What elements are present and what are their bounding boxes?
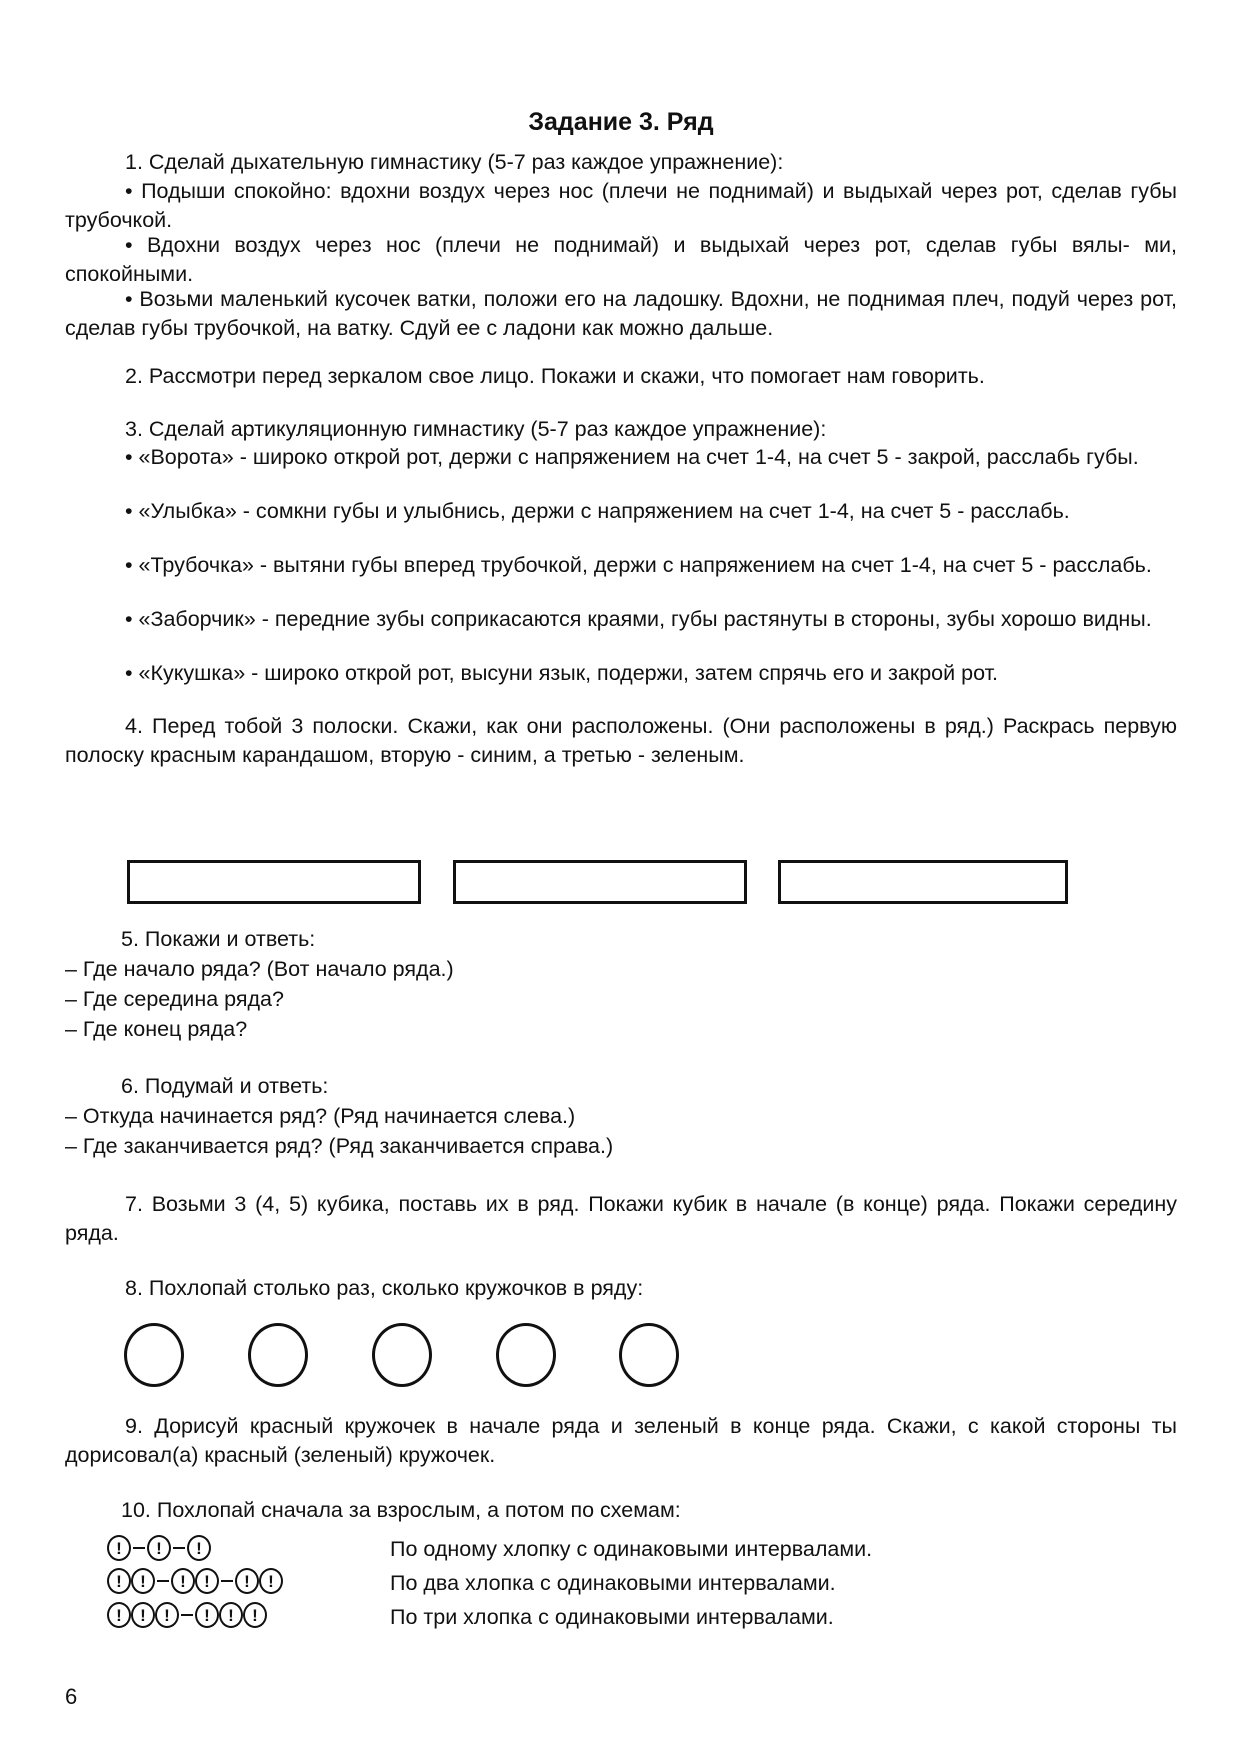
circle-2	[248, 1323, 308, 1387]
task-3-item: • «Улыбка» - сомкни губы и улыбнись, держи с напряжением на счет 1-4, на счет 5 - расслабь.	[125, 499, 1070, 523]
clap-icon: !	[195, 1602, 219, 1628]
task-6-item: – Где заканчивается ряд? (Ряд заканчивается справа.)	[65, 1134, 614, 1158]
circle-5	[619, 1323, 679, 1387]
clap-icon: !	[243, 1602, 267, 1628]
clap-icon: !	[171, 1568, 195, 1594]
task-1-item: • Возьми маленький кусочек ватки, положи его на ладошку. Вдохни, не поднимая плеч, подуй через рот, сделав губы трубочкой, на ватку. Сдуй ее с ладони как можно дальше.	[65, 287, 1177, 340]
task-5-intro: 5. Покажи и ответь:	[121, 927, 316, 951]
task-7-text: 7. Возьми 3 (4, 5) кубика, поставь их в ряд. Покажи кубик в начале (в конце) ряда. Покажи середину ряда.	[65, 1192, 1177, 1245]
strip-1	[127, 860, 421, 904]
task-6-item: – Откуда начинается ряд? (Ряд начинается слева.)	[65, 1104, 576, 1128]
task-3-item: • «Трубочка» - вытяни губы вперед трубочкой, держи с напряжением на счет 1-4, на счет 5 - расслабь.	[125, 553, 1152, 577]
scheme-2-label: По два хлопка с одинаковыми интервалами.	[390, 1571, 836, 1595]
strip-3	[778, 860, 1068, 904]
task-10-intro: 10. Похлопай сначала за взрослым, а потом по схемам:	[121, 1498, 681, 1522]
clap-icon: !	[155, 1602, 179, 1628]
strip-2	[453, 860, 747, 904]
clap-icon: !	[235, 1568, 259, 1594]
task-3-item: • «Ворота» - широко открой рот, держи с напряжением на счет 1-4, на счет 5 - закрой, расслабь губы.	[125, 445, 1139, 469]
clap-icon: !	[107, 1535, 131, 1561]
interval-dash	[157, 1580, 169, 1582]
task-3-item: • «Кукушка» - широко открой рот, высуни язык, подержи, затем спрячь его и закрой рот.	[125, 661, 999, 685]
clap-icon: !	[107, 1568, 131, 1594]
clap-scheme-1	[107, 1533, 211, 1563]
task-8-text: 8. Похлопай столько раз, сколько кружочков в ряду:	[125, 1276, 644, 1300]
clap-icon: !	[131, 1568, 155, 1594]
circle-4	[496, 1323, 556, 1387]
interval-dash	[221, 1580, 233, 1582]
clap-icon: !	[259, 1568, 283, 1594]
page-number: 6	[65, 1684, 78, 1709]
task-3-item: • «Заборчик» - передние зубы соприкасаются краями, губы растянуты в стороны, зубы хорошо видны.	[125, 607, 1152, 631]
scheme-3-label: По три хлопка с одинаковыми интервалами.	[390, 1605, 834, 1629]
clap-icon: !	[187, 1535, 211, 1561]
clap-icon: !	[219, 1602, 243, 1628]
clap-icon: !	[131, 1602, 155, 1628]
task-1-intro: 1. Сделай дыхательную гимнастику (5-7 раз каждое упражнение):	[125, 150, 784, 174]
task-6-intro: 6. Подумай и ответь:	[121, 1074, 329, 1098]
circle-3	[372, 1323, 432, 1387]
page-title: Задание 3. Ряд	[528, 108, 714, 136]
task-5-item: – Где начало ряда? (Вот начало ряда.)	[65, 957, 454, 981]
scheme-1-label: По одному хлопку с одинаковыми интервалами.	[390, 1537, 873, 1561]
task-4-text: 4. Перед тобой 3 полоски. Скажи, как они расположены. (Они расположены в ряд.) Раскрась первую полоску красным карандашом, вторую - синим, а третью - зеленым.	[65, 714, 1177, 767]
clap-icon: !	[147, 1535, 171, 1561]
clap-scheme-3	[107, 1600, 267, 1630]
clap-icon: !	[107, 1602, 131, 1628]
task-9-text: 9. Дорисуй красный кружочек в начале ряда и зеленый в конце ряда. Скажи, с какой стороны ты дорисовал(а) красный (зеленый) кружочек.	[65, 1414, 1177, 1467]
interval-dash	[173, 1547, 185, 1549]
task-2-text: 2. Рассмотри перед зеркалом свое лицо. Покажи и скажи, что помогает нам говорить.	[125, 364, 985, 388]
clap-scheme-2	[107, 1566, 283, 1596]
task-3-intro: 3. Сделай артикуляционную гимнастику (5-7 раз каждое упражнение):	[125, 417, 827, 441]
circle-1	[124, 1323, 184, 1387]
interval-dash	[181, 1614, 193, 1616]
clap-icon: !	[195, 1568, 219, 1594]
task-1-item: • Вдохни воздух через нос (плечи не поднимай) и выдыхай через рот, сделав губы вялы- ми, спокойными.	[65, 233, 1177, 286]
task-1-item: • Подыши спокойно: вдохни воздух через нос (плечи не поднимай) и выдыхай через рот, сделав губы трубочкой.	[65, 179, 1177, 232]
task-5-item: – Где середина ряда?	[65, 987, 284, 1011]
interval-dash	[133, 1547, 145, 1549]
task-5-item: – Где конец ряда?	[65, 1017, 248, 1041]
